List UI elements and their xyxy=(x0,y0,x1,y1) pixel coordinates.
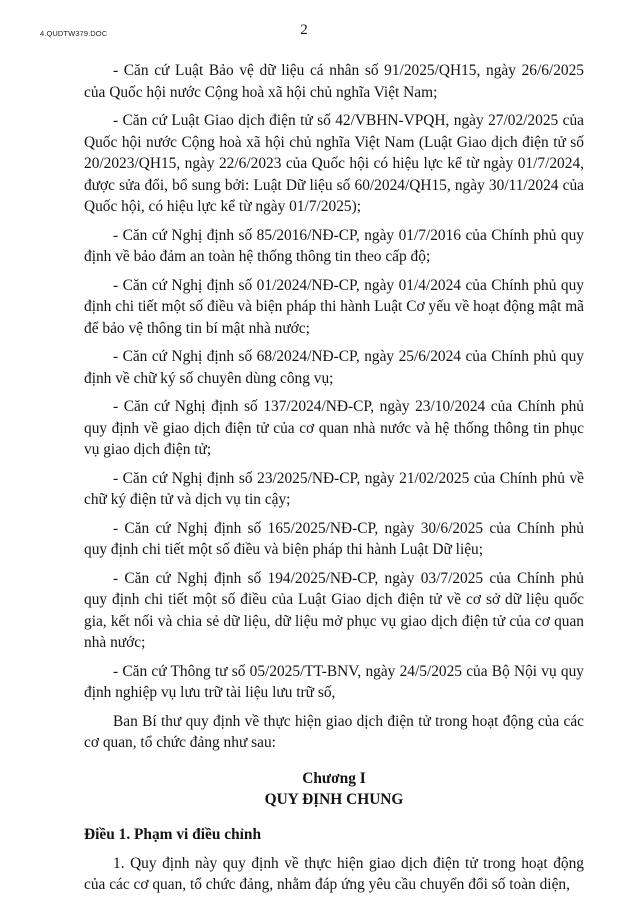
article-heading: Điều 1. Phạm vi điều chỉnh xyxy=(84,825,262,843)
page-number: 2 xyxy=(300,22,308,38)
legal-basis-paragraph: - Căn cứ Nghị định số 165/2025/NĐ-CP, ngày 30/6/2025 của Chính phủ quy định chi tiết một số điều và biện pháp thi hành Luật Dữ liệu; xyxy=(84,519,584,558)
legal-basis-paragraph: - Căn cứ Nghị định số 01/2024/NĐ-CP, ngày 01/4/2024 của Chính phủ quy định chi tiết một số điều và biện pháp thi hành Luật Cơ yếu về hoạt động mật mã để bảo vệ thông tin bí mật nhà nước; xyxy=(84,276,584,337)
chapter-number: Chương I xyxy=(302,769,366,787)
legal-basis-paragraph: - Căn cứ Nghị định số 85/2016/NĐ-CP, ngày 01/7/2016 của Chính phủ quy định về bảo đảm an toàn hệ thống thông tin theo cấp độ; xyxy=(84,226,584,265)
legal-basis-paragraph: - Căn cứ Nghị định số 137/2024/NĐ-CP, ngày 23/10/2024 của Chính phủ quy định về giao dịch điện tử của cơ quan nhà nước và hệ thống thông tin phục vụ giao dịch điện tử; xyxy=(84,398,584,458)
document-body xyxy=(84,60,584,903)
legal-basis-paragraph: - Căn cứ Thông tư số 05/2025/TT-BNV, ngày 24/5/2025 của Bộ Nội vụ quy định nghiệp vụ lưu trữ tài liệu lưu trữ số, xyxy=(84,662,584,701)
document-code: 4.QUDTW379.DOC xyxy=(40,29,108,38)
enactment-paragraph: Ban Bí thư quy định về thực hiện giao dịch điện tử trong hoạt động của các cơ quan, tổ chức đảng như sau: xyxy=(84,712,584,751)
legal-basis-paragraph: - Căn cứ Nghị định số 68/2024/NĐ-CP, ngày 25/6/2024 của Chính phủ quy định về chữ ký số chuyên dùng công vụ; xyxy=(84,348,584,387)
legal-basis-paragraph: - Căn cứ Luật Bảo vệ dữ liệu cá nhân số 91/2025/QH15, ngày 26/6/2025 của Quốc hội nước Cộng hoà xã hội chủ nghĩa Việt Nam; xyxy=(84,62,584,101)
legal-basis-paragraph: - Căn cứ Luật Giao dịch điện tử số 42/VBHN-VPQH, ngày 27/02/2025 của Quốc hội nước Cộng hoà xã hội chủ nghĩa Việt Nam (Luật Giao dịch điện tử số 20/2023/QH15, ngày 22/6/2023 của Quốc hội có hiệu lực kể từ ngày 01/7/2024, được sửa đổi, bổ sung bởi: Luật Dữ liệu số 60/2024/QH15, ngày 30/11/2024 của Quốc hội, có hiệu lực kể từ ngày 01/7/2025); xyxy=(84,112,584,215)
chapter-title: QUY ĐỊNH CHUNG xyxy=(264,790,404,808)
legal-basis-paragraph: - Căn cứ Nghị định số 23/2025/NĐ-CP, ngày 21/02/2025 của Chính phủ về chữ ký điện tử và dịch vụ tin cậy; xyxy=(84,469,584,508)
legal-basis-paragraph: - Căn cứ Nghị định số 194/2025/NĐ-CP, ngày 03/7/2025 của Chính phủ quy định chi tiết một số điều của Luật Giao dịch điện tử về cơ sở dữ liệu quốc gia, kết nối và chia sẻ dữ liệu, dữ liệu mở phục vụ giao dịch điện tử của cơ quan nhà nước; xyxy=(84,569,584,651)
article-clause: 1. Quy định này quy định về thực hiện giao dịch điện tử trong hoạt động của các cơ quan, tổ chức đảng, nhằm đáp ứng yêu cầu chuyển đổi số toàn diện, xyxy=(84,854,584,893)
